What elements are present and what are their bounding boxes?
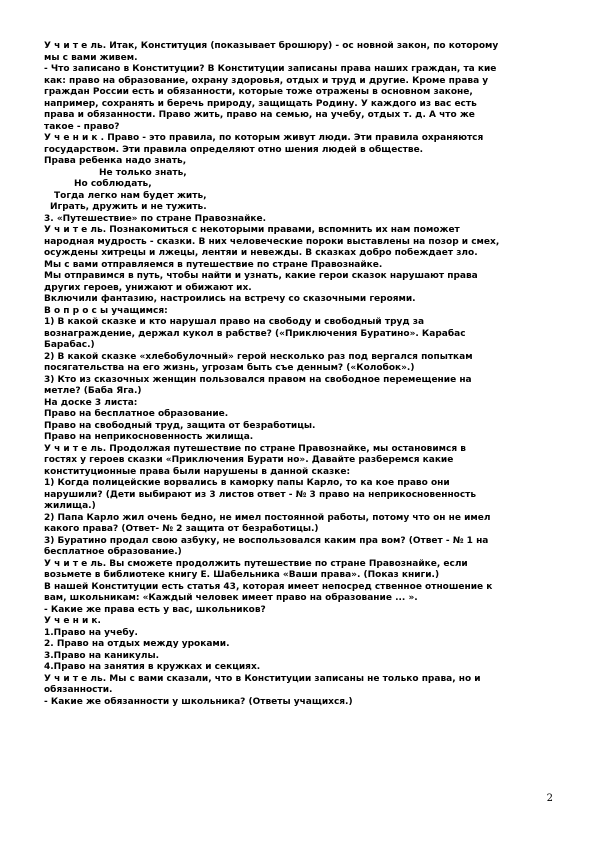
text-line: - Какие же обязанности у школьника? (Ответы учащихся.): [44, 696, 353, 707]
text-line: - Что записано в Конституции? В Конституции записаны права наших граждан, та кие: [44, 64, 497, 74]
text-line: У ч и т е ль. Познакомиться с некоторыми правами, вспомнить их нам поможет: [44, 225, 460, 235]
text-line: У ч е н и к . Право - это правила, по которым живут люди. Эти правила охраняются: [44, 133, 484, 143]
text-line: конституционные права были нарушены в данной сказке:: [44, 466, 351, 477]
text-line: обязанности.: [44, 685, 113, 695]
text-line: Включили фантазию, настроились на встречу со сказочными героями.: [44, 294, 416, 304]
text-line: У ч и т е ль. Продолжая путешествие по стране Правознайке, мы остановимся в: [44, 443, 466, 454]
text-line: На доске 3 листа:: [44, 397, 138, 408]
text-line: 2) Папа Карло жил очень бедно, не имел постоянной работы, потому что он не имел: [44, 512, 491, 523]
text-line: Тогда легко нам будет жить,: [54, 190, 207, 201]
text-line: Не только знать,: [99, 167, 187, 178]
text-line: народная мудрость - сказки. В них человеческие пороки выставлены на позор и смех,: [44, 236, 500, 247]
text-line: 3.Право на каникулы.: [44, 650, 159, 661]
text-line: 2) В какой сказке «хлебобулочный» герой несколько раз под вергался попыткам: [44, 351, 473, 362]
text-line: 3) Кто из сказочных женщин пользовался правом на свободное перемещение на: [44, 374, 472, 385]
text-line: 1) Когда полицейские ворвались в каморку папы Карло, то ка кое право они: [44, 478, 450, 488]
text-line: 1.Право на учебу.: [44, 627, 138, 638]
text-line: метле? (Баба Яга.): [44, 386, 142, 396]
text-line: Но соблюдать,: [74, 179, 152, 189]
text-line: У ч и т е ль. Итак, Конституция (показывает брошюру) - ос новной закон, по которому: [44, 41, 499, 51]
text-line: других героев, унижают и обижают их.: [44, 282, 252, 293]
text-line: вам, школьникам: «Каждый человек имеет право на образование ... ».: [44, 593, 418, 603]
text-line: Играть, дружить и не тужить.: [50, 202, 207, 212]
text-line: В нашей Конституции есть статья 43, которая имеет непосред ственное отношение к: [44, 581, 493, 592]
text-line: права и обязанности. Право жить, право на семью, на учебу, отдых т. д. А что же: [44, 110, 475, 120]
text-line: 3) Буратино продал свою азбуку, не воспользовался каким пра вом? (Ответ - № 1 на: [44, 535, 489, 546]
text-line: У ч и т е ль. Мы с вами сказали, что в Конституции записаны не только права, но и: [44, 673, 481, 684]
text-line: бесплатное образование.): [44, 547, 182, 557]
text-line: 4.Право на занятия в кружках и секциях.: [44, 662, 261, 672]
text-line: вознаграждение, держал кукол в рабстве? («Приключения Буратино». Карабас: [44, 328, 466, 339]
text-line: жилища.): [44, 501, 96, 511]
text-line: такое - право?: [44, 121, 120, 132]
document-body: [44, 41, 560, 708]
text-line: осуждены хитрецы и лжецы, лентяи и невежды. В сказках добро побеждает зло.: [44, 248, 478, 258]
text-line: 3. «Путешествие» по стране Правознайке.: [44, 213, 267, 224]
page-number: 2: [546, 793, 553, 804]
text-line: 2. Право на отдых между уроками.: [44, 639, 230, 649]
text-line: В о п р о с ы учащимся:: [44, 305, 168, 316]
text-line: Право на свободный труд, защита от безработицы.: [44, 420, 316, 431]
text-line: мы с вами живем.: [44, 52, 138, 63]
text-line: У ч и т е ль. Вы сможете продолжить путешествие по стране Правознайке, если: [44, 558, 468, 569]
text-line: Право на неприкосновенность жилища.: [44, 432, 254, 442]
text-line: например, сохранять и беречь природу, защищать Родину. У каждого из вас есть: [44, 98, 477, 109]
text-line: возьмете в библиотеке книгу Е. Шабельника «Ваши права». (Показ книги.): [44, 570, 440, 580]
text-line: Мы отправимся в путь, чтобы найти и узнать, какие герои сказок нарушают права: [44, 271, 478, 281]
text-line: посягательства на его жизнь, угрозам быть съе денным? («Колобок».): [44, 363, 415, 373]
text-line: государством. Эти правила определяют отно шения людей в обществе.: [44, 144, 424, 155]
text-line: Мы с вами отправляемся в путешествие по стране Правознайке.: [44, 259, 383, 270]
text-line: Права ребенка надо знать,: [44, 156, 187, 166]
text-line: гостях у героев сказки «Приключения Бурати но». Давайте разберемся какие: [44, 455, 454, 465]
text-line: как: право на образование, охрану здоровья, отдых и труд и другие. Кроме права у: [44, 75, 489, 86]
text-line: Барабас.): [44, 340, 95, 350]
text-line: У ч е н и к.: [44, 616, 101, 626]
text-line: какого права? (Ответ- № 2 защита от безработицы.): [44, 524, 319, 534]
text-line: - Какие же права есть у вас, школьников?: [44, 604, 266, 615]
text-line: нарушили? (Дети выбирают из 3 листов ответ - № 3 право на неприкосновенность: [44, 489, 477, 500]
text-line: граждан России есть и обязанности, которые тоже отражены в основном законе,: [44, 87, 473, 97]
text-line: 1) В какой сказке и кто нарушал право на свободу и свободный труд за: [44, 317, 425, 327]
text-line: Право на бесплатное образование.: [44, 409, 229, 419]
